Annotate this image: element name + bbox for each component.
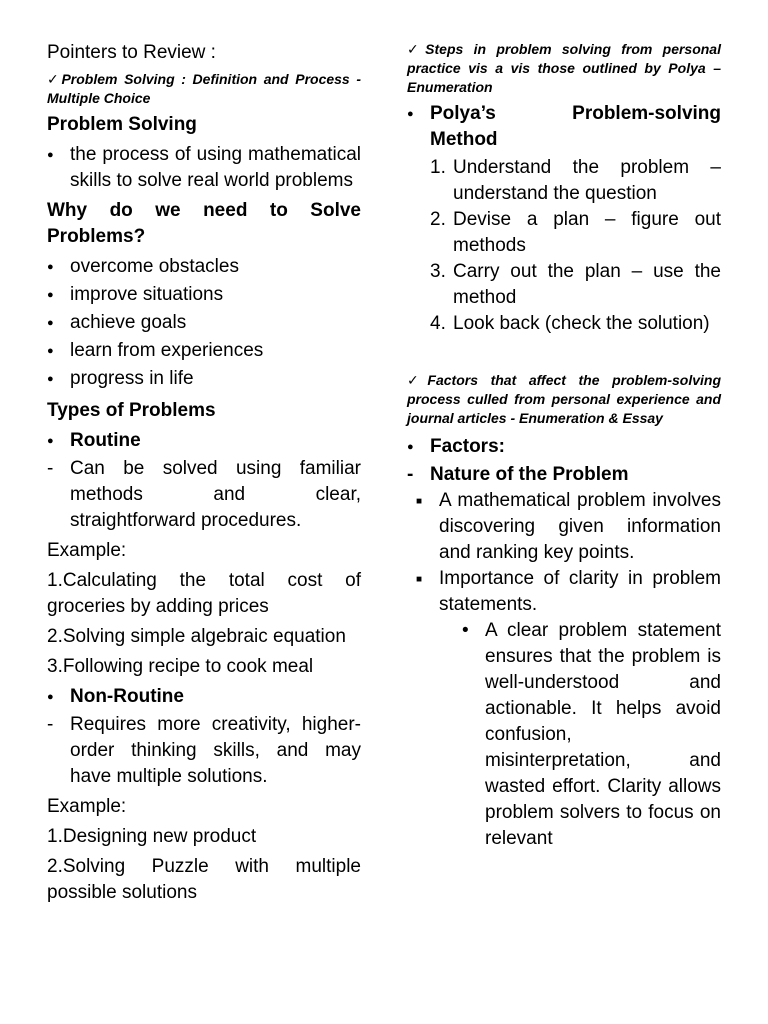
list-item: 1. Understand the problem – understand the question xyxy=(430,157,721,204)
problem-solving-definition: ● the process of using mathematical skills to solve real world problems xyxy=(47,142,361,194)
nonroutine-example: 1.Designing new product xyxy=(47,826,257,847)
nonroutine-description: - Requires more creativity, higher-order thinking skills, and may have multiple solutions. xyxy=(47,714,361,787)
list-item: 3. Carry out the plan – use the method xyxy=(430,261,721,308)
routine-label: ● Routine xyxy=(47,428,361,456)
note-problem-solving: ✓Problem Solving : Definition and Process - Multiple Choice xyxy=(47,71,361,106)
nonroutine-example: 2.Solving Puzzle with multiple possible solutions xyxy=(47,856,361,903)
types-heading: Types of Problems xyxy=(47,400,216,421)
list-item: 2. Devise a plan – figure out methods xyxy=(430,209,721,256)
list-item: ● progress in life xyxy=(47,366,361,394)
why-list xyxy=(47,254,361,394)
bullet-icon xyxy=(47,282,70,310)
square-bullet-icon xyxy=(416,488,439,566)
example-label: Example: xyxy=(47,796,127,817)
example-label: Example: xyxy=(47,540,127,561)
routine-example: 3.Following recipe to cook meal xyxy=(47,656,314,677)
bullet-icon xyxy=(47,338,70,366)
list-item: 4. Look back (check the solution) xyxy=(430,313,710,334)
bullet-icon xyxy=(47,428,70,456)
nature-list xyxy=(407,488,721,618)
note-factors: ✓Factors that affect the problem-solving process culled from personal experience and journal articles - Enumeration & Essay xyxy=(407,372,721,426)
routine-example: 2.Solving simple algebraic equation xyxy=(47,626,346,647)
factors-label: ● Factors: xyxy=(407,434,721,462)
nonroutine-label: ● Non-Routine xyxy=(47,684,361,712)
polya-heading: ● Polya’s Problem-solving Method xyxy=(407,101,721,153)
pointers-title: Pointers to Review : xyxy=(47,42,216,63)
bullet-icon xyxy=(47,366,70,394)
list-item: ■ A mathematical problem involves discovering given information and ranking key points. xyxy=(416,488,721,566)
problem-solving-heading: Problem Solving xyxy=(47,114,197,135)
list-item: ● improve situations xyxy=(47,282,361,310)
bullet-icon xyxy=(47,310,70,338)
list-item: ● achieve goals xyxy=(47,310,361,338)
bullet-icon xyxy=(47,142,70,194)
bullet-icon xyxy=(407,434,430,462)
bullet-icon xyxy=(47,254,70,282)
bullet-icon xyxy=(47,684,70,712)
list-item: ● overcome obstacles xyxy=(47,254,361,282)
nature-label: - Nature of the Problem xyxy=(407,464,629,485)
why-heading: Why do we need to Solve Problems? xyxy=(47,200,361,247)
right-column xyxy=(407,40,721,852)
left-column xyxy=(47,40,361,906)
bullet-icon xyxy=(462,618,485,852)
routine-example: 1.Calculating the total cost of groceries by adding prices xyxy=(47,570,361,617)
list-item: ■ Importance of clarity in problem statements. xyxy=(416,566,721,618)
polya-steps-list xyxy=(407,155,721,337)
list-item: ● learn from experiences xyxy=(47,338,361,366)
note-polya-steps: ✓Steps in problem solving from personal practice vis a vis those outlined by Polya – Enumeration xyxy=(407,41,721,95)
clarity-sublist xyxy=(407,618,721,852)
square-bullet-icon xyxy=(416,566,439,618)
routine-description: - Can be solved using familiar methods and clear, straightforward procedures. xyxy=(47,458,361,531)
list-item: • A clear problem statement ensures that the problem is well-understood and actionable. It helps avoid confusion, misinterpretation, and wasted effort. Clarity allows problem solvers to focus on relevant xyxy=(462,618,721,852)
bullet-icon xyxy=(407,101,430,153)
